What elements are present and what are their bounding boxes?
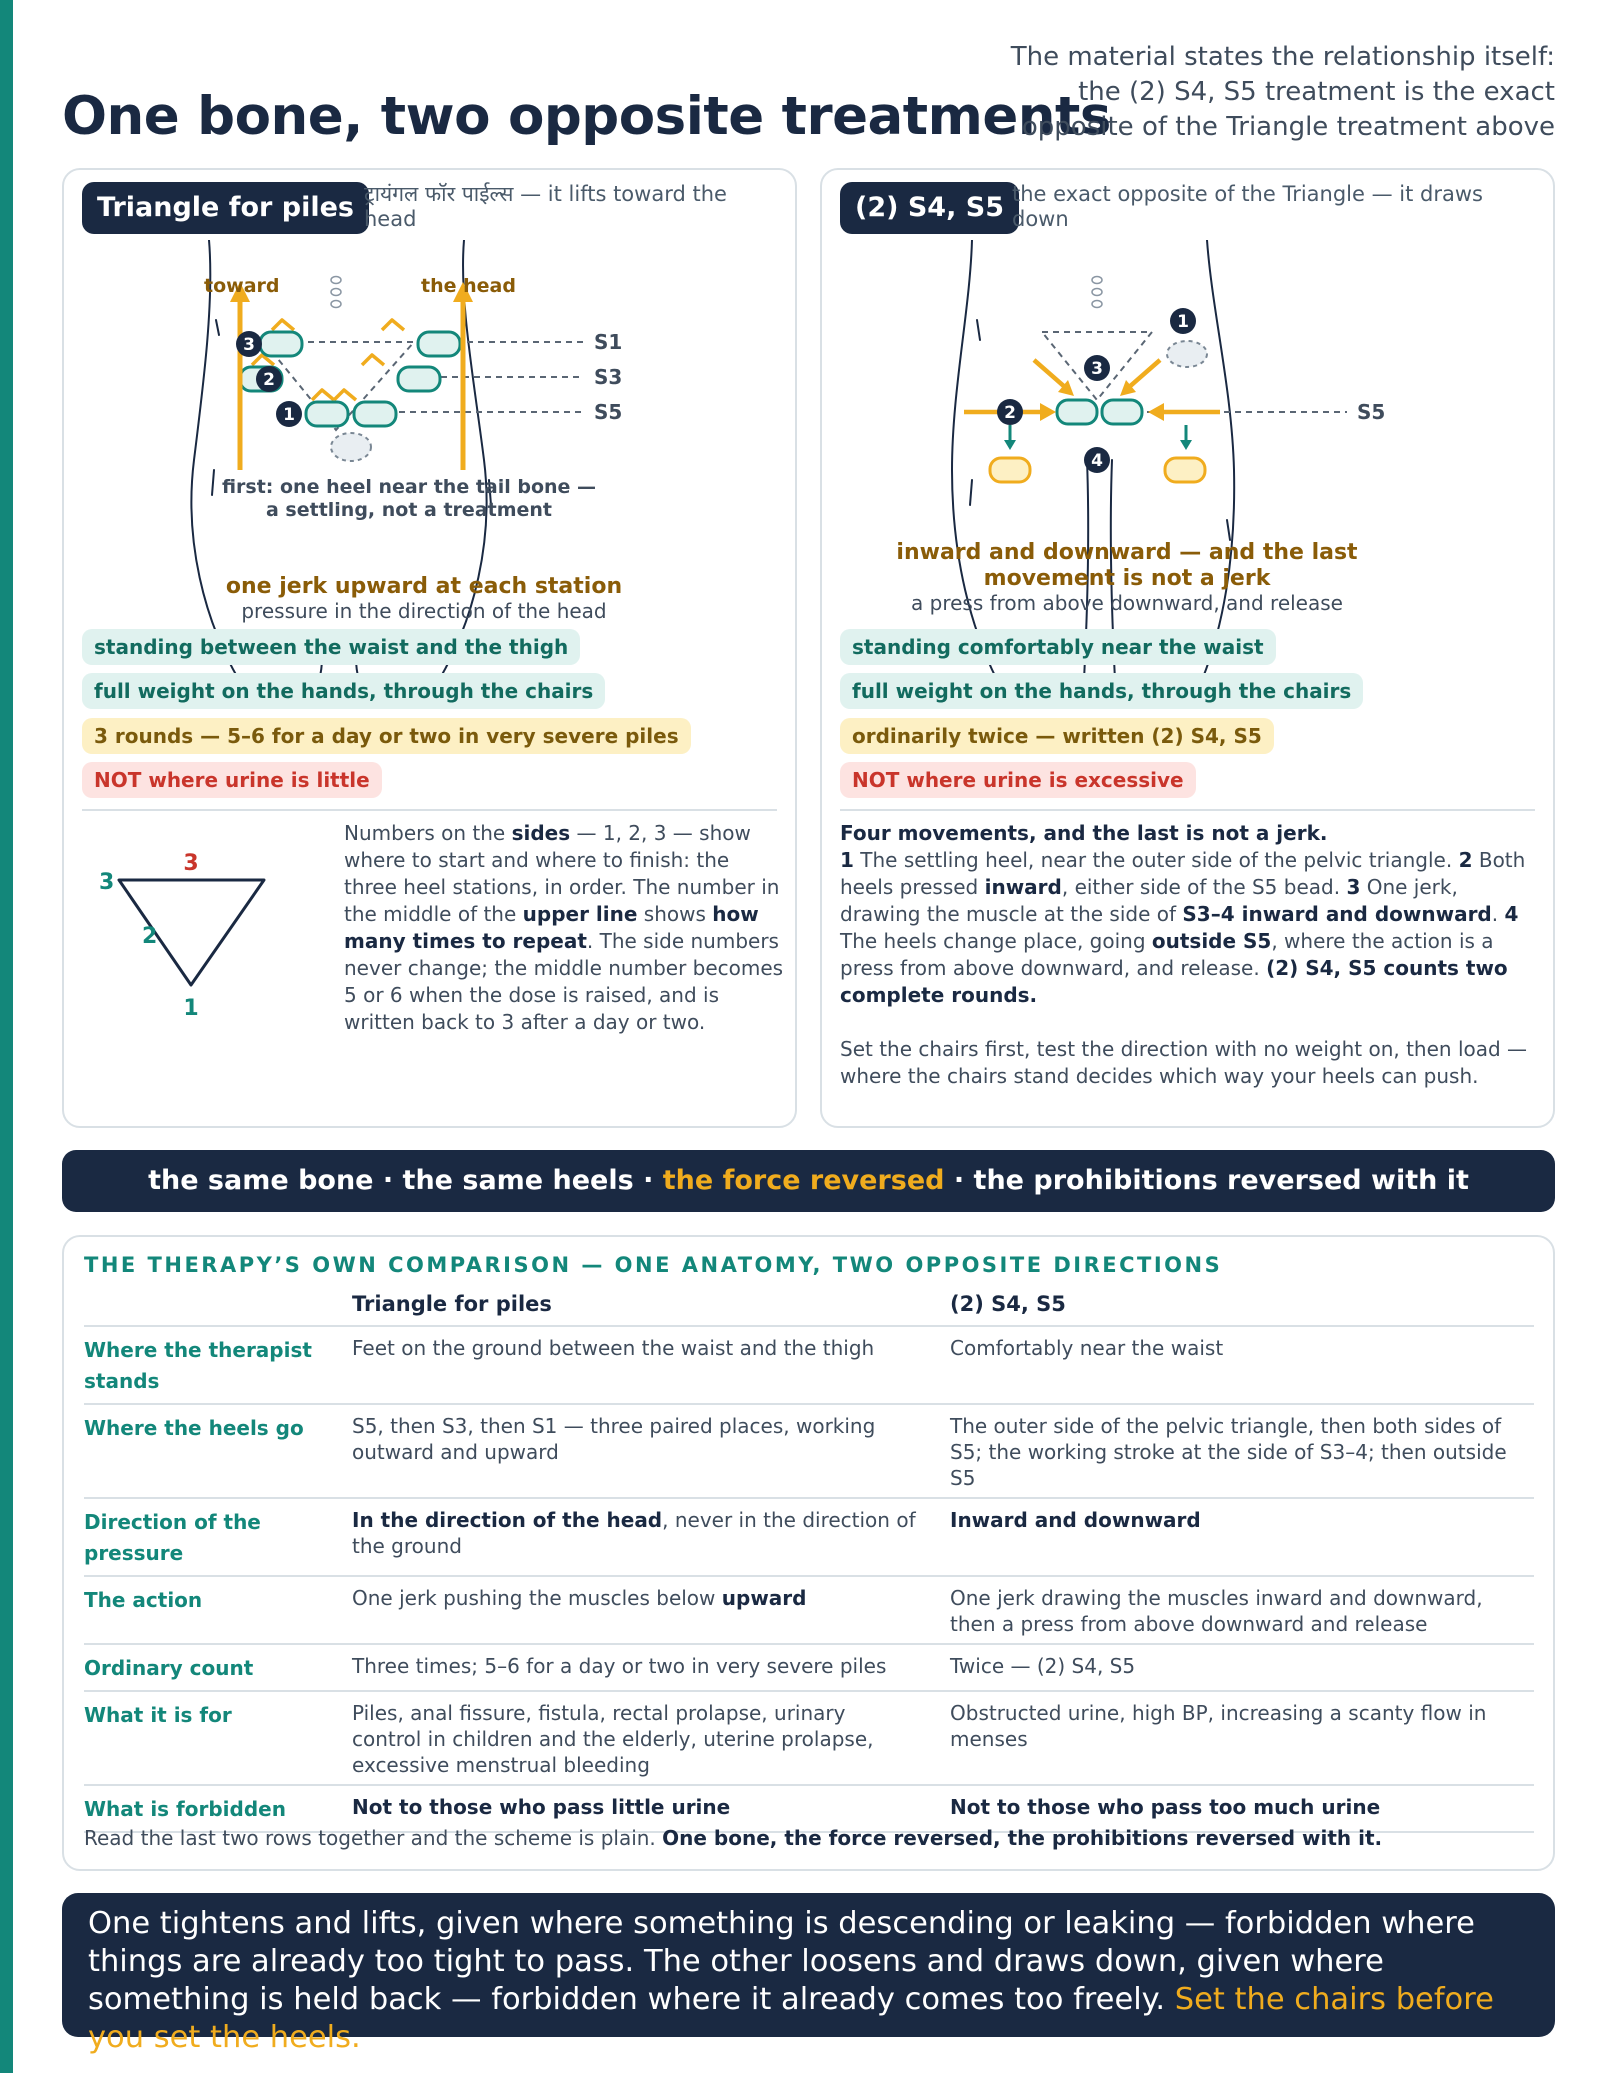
table-row — [84, 1577, 1534, 1645]
triangle-panel — [62, 168, 797, 1128]
text-part: shows — [637, 902, 713, 926]
closing-note — [62, 1893, 1555, 2055]
spine-rings — [1092, 277, 1102, 308]
cell-s4s5: Inward and downward — [950, 1508, 1201, 1532]
down-arrows — [1004, 425, 1192, 450]
label-s5: S5 — [594, 400, 623, 424]
s4s5-subtitle: the exact opposite of the Triangle — it draws down — [1012, 182, 1483, 231]
dose-triangle-left: 3 — [99, 870, 115, 895]
cell-triangle: S5, then S3, then S1 — three paired places, working outward and upward — [352, 1414, 876, 1464]
accent-bar — [0, 0, 13, 2073]
spine-rings — [331, 277, 341, 308]
step-marker-2: 2 — [263, 370, 275, 390]
col-header-triangle: Triangle for piles — [352, 1292, 552, 1316]
diagram-caption-1: inward and downward — and the last — [896, 540, 1358, 565]
text-bold: how many times to repeat — [344, 902, 759, 953]
table-row — [84, 1405, 1534, 1499]
chip-count: ordinarily twice — written (2) S4, S5 — [840, 718, 1274, 754]
dose-triangle — [79, 825, 289, 1045]
movements-paragraph — [840, 820, 1540, 1009]
comparison-title: THE THERAPY’S OWN COMPARISON — ONE ANATOMY, TWO OPPOSITE DIRECTIONS — [84, 1253, 1223, 1277]
table-row — [84, 1499, 1534, 1577]
label-s1: S1 — [594, 330, 623, 354]
triangle-diagram — [64, 240, 799, 680]
s4s5-explanation — [840, 820, 1540, 1117]
table-header — [84, 1289, 1534, 1327]
col-header-s4s5: (2) S4, S5 — [950, 1292, 1066, 1316]
cell-triangle — [352, 1507, 950, 1569]
row-label: Ordinary count — [84, 1656, 254, 1680]
text-part: Numbers on the — [344, 821, 512, 845]
cell-s4s5: Comfortably near the waist — [950, 1336, 1224, 1360]
step-marker-1: 1 — [283, 405, 295, 425]
text-part: — 1, 2, 3 — show where to start and where to finish: the three heel stations, in order. The number in the middle of the — [344, 821, 780, 926]
divider — [82, 809, 777, 811]
page — [62, 0, 1555, 2055]
cell-text: One jerk pushing the muscles below — [352, 1586, 722, 1610]
s4s5-panel — [820, 168, 1555, 1128]
cell-text: , never in the direction of the ground — [352, 1508, 916, 1558]
text-part: The heels change place, going — [840, 929, 1152, 953]
text-bold: outside S5 — [1151, 929, 1272, 953]
text-bold: sides — [511, 821, 571, 845]
s4s5-diagram — [822, 240, 1557, 680]
s5-beads — [1057, 400, 1142, 424]
step-marker-4: 4 — [1091, 451, 1103, 471]
triangle-explanation — [344, 820, 784, 1036]
chip-prohibition: NOT where urine is little — [82, 762, 382, 798]
text-bold: 3 — [1346, 875, 1361, 899]
text-part: One jerk, drawing the muscle at the side of — [840, 875, 1458, 926]
table-row — [84, 1692, 1534, 1786]
text-part: , either side of the S5 bead. — [1061, 875, 1347, 899]
divider — [840, 809, 1535, 811]
triangle-figure — [64, 240, 799, 680]
chairs-paragraph: Set the chairs first, test the direction with no weight on, then load — where the chairs stand decides which way your heels can push. — [840, 1037, 1528, 1088]
footnote-text: Read the last two rows together and the scheme is plain. — [84, 1826, 663, 1850]
label-s3: S3 — [594, 365, 623, 389]
chip-prohibition: NOT where urine is excessive — [840, 762, 1196, 798]
cell-bold: upward — [721, 1586, 807, 1610]
arrow-label-head: the head — [421, 275, 516, 297]
cell-bold: In the direction of the head — [352, 1508, 663, 1532]
row-label: What it is for — [84, 1703, 232, 1727]
diagram-caption: one jerk upward at each station — [225, 574, 623, 599]
table-row — [84, 1327, 1534, 1405]
text-bold: 1 — [840, 848, 854, 872]
settling-heel — [1167, 341, 1207, 367]
chip-standing: standing comfortably near the waist — [840, 629, 1276, 665]
s4s5-figure — [822, 240, 1557, 680]
closing-text: One tightens and lifts, given where something is descending or leaking — forbidden where things are already too tight to pass. The other loosens and draws down, given where something is held back — forbidden where it already comes too freely. — [88, 1906, 1475, 2017]
comparison-table — [62, 1235, 1555, 1871]
cell-triangle — [352, 1585, 950, 1637]
panel-head — [82, 182, 777, 242]
text-part: . — [1491, 902, 1505, 926]
diagram-caption-sub: a press from above downward, and release — [911, 591, 1343, 615]
text-part: Both heels pressed — [840, 848, 1526, 899]
tail-bone-heel — [331, 433, 371, 461]
step-markers — [997, 308, 1196, 473]
cell-triangle: Not to those who pass little urine — [352, 1795, 731, 1819]
chip-weight: full weight on the hands, through the chairs — [82, 673, 605, 709]
summary-banner — [62, 1150, 1555, 1212]
banner-highlight: the force reversed — [662, 1165, 945, 1196]
row-label: Direction of the pressure — [84, 1510, 261, 1565]
triangle-subtitle: ट्रायंगल फॉर पाईल्स — it lifts toward the head — [364, 182, 727, 231]
step-marker-3: 3 — [1091, 359, 1103, 379]
panel-head — [840, 182, 1535, 242]
cell-s4s5: Not to those who pass too much urine — [950, 1795, 1381, 1819]
table-row — [84, 1645, 1534, 1692]
chip-weight: full weight on the hands, through the chairs — [840, 673, 1363, 709]
s4s5-pill: (2) S4, S5 — [840, 182, 1019, 234]
comparison-grid — [84, 1289, 1534, 1833]
diagram-caption-sub: pressure in the direction of the head — [241, 599, 607, 623]
cell-s4s5: Obstructed urine, high BP, increasing a scanty flow in menses — [950, 1701, 1487, 1751]
dose-triangle-bottom: 1 — [183, 996, 199, 1021]
text-part: , where the action is a press from above downward, and release. — [840, 929, 1494, 980]
header-note: The material states the relationship itself: the (2) S4, S5 treatment is the exact opposite of the Triangle treatment above — [1010, 42, 1555, 142]
chip-rounds: 3 rounds — 5–6 for a day or two in very severe piles — [82, 718, 691, 754]
step-marker-1: 1 — [1177, 312, 1189, 332]
dose-triangle-top: 3 — [183, 851, 199, 876]
triangle-pill: Triangle for piles — [82, 182, 369, 234]
text-bold: upper line — [522, 902, 638, 926]
footnote-bold: One bone, the force reversed, the prohibitions reversed with it. — [662, 1826, 1383, 1850]
row-label: What is forbidden — [84, 1797, 286, 1821]
header-empty — [84, 1289, 352, 1319]
label-s5: S5 — [1357, 400, 1386, 424]
cell-s4s5: Twice — (2) S4, S5 — [950, 1654, 1136, 1678]
text-bold: 4 — [1504, 902, 1519, 926]
page-title: One bone, two opposite treatments — [62, 86, 1111, 147]
header — [62, 0, 1555, 168]
text-part: . The side numbers never change; the middle number becomes 5 or 6 when the dose is raised, and is written back to 3 after a day or two. — [344, 929, 784, 1034]
dose-triangle-shape — [119, 880, 264, 985]
text-bold: S3–4 inward and downward — [1182, 902, 1492, 926]
step-marker-2: 2 — [1004, 403, 1016, 423]
banner-part: · the prohibitions reversed with it — [944, 1165, 1469, 1196]
settle-note-1: first: one heel near the tail bone — — [221, 476, 597, 498]
cell-triangle: Three times; 5–6 for a day or two in very severe piles — [352, 1654, 887, 1678]
cell-triangle: Feet on the ground between the waist and the thigh — [352, 1336, 875, 1360]
closing-highlight: Set the chairs before you set the heels. — [88, 1982, 1494, 2055]
text-bold: inward — [984, 875, 1062, 899]
diagram-caption-2: movement is not a jerk — [983, 566, 1271, 591]
body-outline-left — [191, 240, 239, 680]
dose-triangle-side: 2 — [142, 924, 158, 949]
row-label: Where the therapist stands — [84, 1338, 312, 1393]
banner-part: the same bone · the same heels · — [148, 1165, 663, 1196]
text-bold: 2 — [1458, 848, 1473, 872]
cell-s4s5: The outer side of the pelvic triangle, then both sides of S5; the working stroke at the side of S3–4; then outside S5 — [950, 1414, 1507, 1490]
settle-note-2: a settling, not a treatment — [265, 499, 553, 521]
chip-standing: standing between the waist and the thigh — [82, 629, 580, 665]
step-marker-3: 3 — [243, 335, 255, 355]
row-label: The action — [84, 1588, 203, 1612]
row-label: Where the heels go — [84, 1416, 304, 1440]
text-part: The settling heel, near the outer side of the pelvic triangle. — [853, 848, 1459, 872]
text-bold: (2) S4, S5 counts two complete rounds. — [840, 956, 1508, 1007]
arrow-label-toward: toward — [204, 275, 280, 297]
cell-triangle: Piles, anal fissure, fistula, rectal prolapse, urinary control in children and the elderly, uterine prolapse, excessive menstrual bleeding — [352, 1701, 874, 1777]
comparison-footnote — [84, 1825, 1382, 1851]
cell-s4s5: One jerk drawing the muscles inward and downward, then a press from above downward and release — [950, 1586, 1483, 1636]
text-bold: Four movements, and the last is not a jerk. — [840, 821, 1328, 845]
